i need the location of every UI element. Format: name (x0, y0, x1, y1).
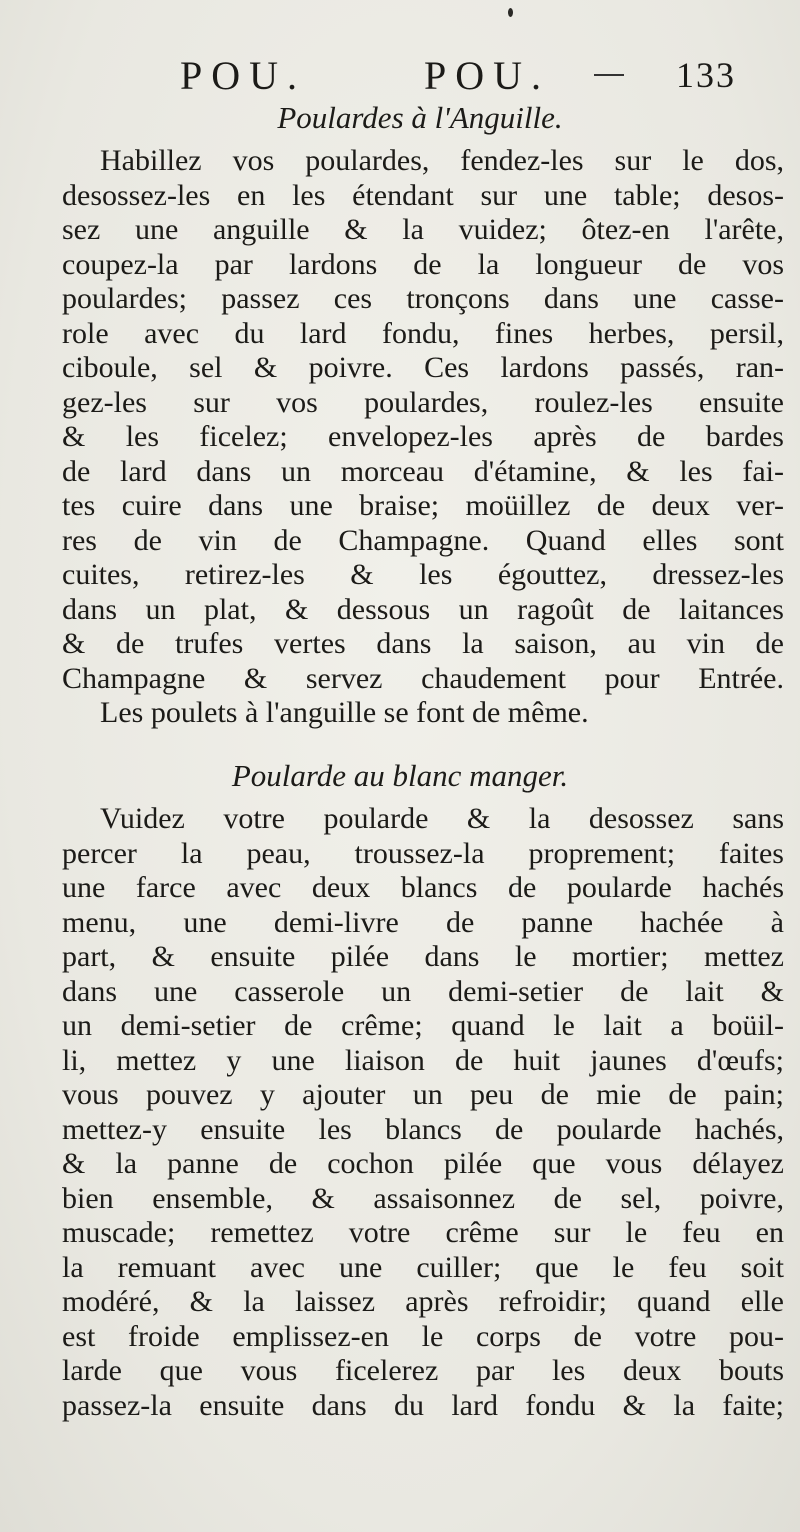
running-header (0, 52, 800, 100)
running-head-center: POU. (424, 53, 551, 98)
text-line: larde que vous ficelerez par les deux bouts (62, 1354, 784, 1387)
text-line: desossez-les en les étendant sur une table; desos- (62, 178, 784, 212)
text-line: dans une casserole un demi-setier de lait & (62, 974, 784, 1008)
text-line: menu, une demi-livre de panne hachée à (62, 905, 784, 939)
text-line: & la panne de cochon pilée que vous délayez (62, 1147, 784, 1180)
text-line: vous pouvez y ajouter un peu de mie de pain; (62, 1078, 784, 1111)
text-line: une farce avec deux blancs de poularde hachés (62, 871, 784, 904)
text-line: Champagne & servez chaudement pour Entrée. (62, 661, 784, 695)
text-line: sez une anguille & la vuidez; ôtez-en l'arête, (62, 213, 784, 246)
text-line: la remuant avec une cuiller; que le feu soit (62, 1250, 784, 1284)
text-line: tes cuire dans une braise; moüillez de deux ver- (62, 489, 784, 522)
text-line: gez-les sur vos poulardes, roulez-les ensuite (62, 385, 784, 419)
text-line: est froide emplissez-en le corps de votre pou- (62, 1319, 784, 1353)
text-line: ciboule, sel & poivre. Ces lardons passés, ran- (62, 351, 784, 384)
text-line: coupez-la par lardons de la longueur de vos (62, 247, 784, 281)
text-line: poulardes; passez ces tronçons dans une casse- (62, 282, 784, 315)
text-line: bien ensemble, & assaisonnez de sel, poivre, (62, 1181, 784, 1215)
text-line: part, & ensuite pilée dans le mortier; mettez (62, 940, 784, 973)
section-title: Poularde au blanc manger. (231, 758, 569, 793)
text-line: Les poulets à l'anguille se font de même. (100, 696, 589, 729)
text-line: li, mettez y une liaison de huit jaunes d'œufs; (62, 1043, 784, 1077)
text-line: un demi-setier de crême; quand le lait a boüil- (62, 1009, 784, 1042)
ink-speck (508, 8, 513, 17)
text-line: de lard dans un morceau d'étamine, & les fai- (62, 454, 784, 488)
text-line: cuites, retirez-les & les égouttez, dressez-les (62, 558, 784, 591)
text-line: passez-la ensuite dans du lard fondu & la faite; (62, 1388, 784, 1422)
text-line: dans un plat, & dessous un ragoût de laitances (62, 592, 784, 626)
text-line: Habillez vos poulardes, fendez-les sur le dos, (100, 144, 784, 177)
section-title: Poulardes à l'Anguille. (277, 100, 563, 135)
text-line: res de vin de Champagne. Quand elles sont (62, 523, 784, 557)
text-line: role avec du lard fondu, fines herbes, persil, (62, 316, 784, 350)
text-line: & de trufes vertes dans la saison, au vin de (62, 627, 784, 660)
text-line: Vuidez votre poularde & la desossez sans (100, 802, 784, 835)
page-number: 133 (676, 55, 736, 95)
text-line: modéré, & la laissez après refroidir; quand elle (62, 1285, 784, 1318)
header-dash (594, 74, 624, 76)
running-head-left: POU. (180, 53, 307, 98)
text-line: muscade; remettez votre crême sur le feu en (62, 1216, 784, 1249)
text-line: mettez-y ensuite les blancs de poularde hachés, (62, 1112, 784, 1146)
text-line: & les ficelez; envelopez-les après de bardes (62, 420, 784, 453)
section-body (62, 144, 784, 731)
section-body (62, 802, 784, 1423)
text-line: percer la peau, troussez-la proprement; faites (62, 836, 784, 870)
